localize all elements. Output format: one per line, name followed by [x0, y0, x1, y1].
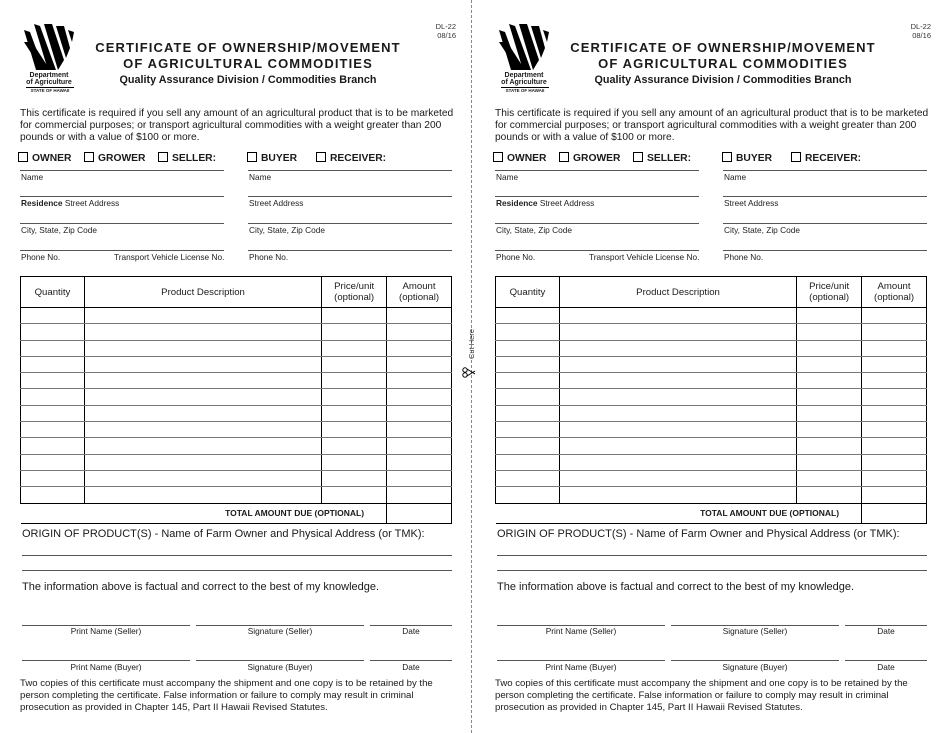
seller-city-label: City, State, Zip Code [496, 225, 572, 235]
seller-name-label: Name [496, 172, 519, 182]
description-cell[interactable] [84, 389, 321, 405]
quantity-cell[interactable] [496, 324, 560, 340]
cut-here-label: Cut Here [467, 328, 476, 359]
quantity-cell[interactable] [496, 470, 560, 486]
product-row [21, 487, 452, 503]
seller-checkbox[interactable] [158, 152, 168, 162]
seller-print-label: Print Name (Seller) [545, 626, 617, 636]
quantity-cell[interactable] [21, 487, 85, 503]
quantity-cell[interactable] [496, 422, 560, 438]
amount-cell[interactable] [862, 356, 927, 372]
seller-phone-label: Phone No. [21, 252, 61, 262]
buyer-date-line[interactable] [370, 660, 452, 661]
buyer-phone-line[interactable] [723, 250, 927, 251]
amount-header-line1: Amount [402, 281, 436, 292]
receiver-option[interactable] [791, 152, 861, 164]
seller-phone-line[interactable] [20, 250, 224, 251]
license-label: Transport Vehicle License No. [589, 252, 700, 262]
seller-print-label: Print Name (Seller) [70, 626, 142, 636]
form-title [553, 40, 893, 72]
price-cell[interactable] [322, 308, 387, 324]
quantity-cell[interactable] [496, 389, 560, 405]
amount-header-line1: Amount [877, 281, 911, 292]
street-label: Street Address [62, 198, 120, 208]
price-header [797, 277, 862, 308]
product-row [21, 454, 452, 470]
product-row [496, 324, 927, 340]
agriculture-logo-icon [497, 22, 551, 72]
owner-option[interactable] [18, 152, 71, 164]
seller-phone-line[interactable] [495, 250, 699, 251]
seller-label: SELLER: [172, 153, 217, 164]
total-amount-cell[interactable] [387, 503, 452, 523]
product-row [21, 308, 452, 324]
price-header-line2: (optional) [334, 292, 375, 303]
seller-street-label [21, 198, 119, 208]
seller-phone-label: Phone No. [496, 252, 536, 262]
amount-header-line2: (optional) [874, 292, 915, 303]
amount-cell[interactable] [387, 373, 452, 389]
buyer-street-line[interactable] [248, 196, 452, 197]
price-cell[interactable] [322, 324, 387, 340]
product-table [495, 276, 927, 524]
price-cell[interactable] [797, 470, 862, 486]
receiver-label: RECEIVER: [330, 153, 387, 164]
origin-line-2[interactable] [497, 570, 927, 571]
form-code: DL-22 [910, 22, 931, 31]
title-line1: CERTIFICATE OF OWNERSHIP/MOVEMENT [95, 40, 401, 55]
quantity-header: Quantity [21, 277, 85, 308]
seller-signature-label: Signature (Seller) [722, 626, 788, 636]
description-cell[interactable] [559, 422, 796, 438]
product-row [21, 373, 452, 389]
quantity-cell[interactable] [21, 324, 85, 340]
grower-label: GROWER [573, 153, 621, 164]
owner-label: OWNER [507, 153, 547, 164]
buyer-name-label: Name [249, 172, 272, 182]
price-cell[interactable] [322, 389, 387, 405]
description-cell[interactable] [559, 356, 796, 372]
price-cell[interactable] [797, 422, 862, 438]
buyer-city-line[interactable] [723, 223, 927, 224]
product-row [496, 454, 927, 470]
description-cell[interactable] [559, 454, 796, 470]
description-cell[interactable] [559, 373, 796, 389]
description-header: Product Description [559, 277, 796, 308]
price-header-line1: Price/unit [334, 281, 375, 292]
buyer-phone-label: Phone No. [249, 252, 289, 262]
price-cell[interactable] [797, 389, 862, 405]
product-row [496, 470, 927, 486]
footer-notice: Two copies of this certificate must accompany the shipment and one copy is to be retained by the person completing the certificate. False information or failure to comply may result in criminal prosecution as provided in Chapter 145, Part II Hawaii Revised Statutes. [20, 678, 433, 713]
amount-cell[interactable] [862, 340, 927, 356]
price-cell[interactable] [322, 470, 387, 486]
amount-cell[interactable] [387, 356, 452, 372]
description-cell[interactable] [84, 487, 321, 503]
seller-checkbox[interactable] [633, 152, 643, 162]
quantity-cell[interactable] [496, 308, 560, 324]
description-cell[interactable] [559, 340, 796, 356]
amount-cell[interactable] [862, 487, 927, 503]
amount-cell[interactable] [862, 389, 927, 405]
price-cell[interactable] [797, 308, 862, 324]
product-row [496, 422, 927, 438]
title-line2: OF AGRICULTURAL COMMODITIES [598, 56, 848, 71]
buyer-checkbox[interactable] [247, 152, 257, 162]
form-date: 08/16 [437, 31, 456, 40]
description-cell[interactable] [84, 470, 321, 486]
license-label: Transport Vehicle License No. [114, 252, 225, 262]
owner-checkbox[interactable] [18, 152, 28, 162]
owner-label: OWNER [32, 153, 72, 164]
price-cell[interactable] [797, 356, 862, 372]
amount-cell[interactable] [387, 405, 452, 421]
product-row [496, 487, 927, 503]
amount-cell[interactable] [387, 422, 452, 438]
product-row [496, 356, 927, 372]
seller-street-label [496, 198, 594, 208]
origin-label: ORIGIN OF PRODUCT(S) - Name of Farm Owner and Physical Address (or TMK): [22, 528, 425, 540]
product-row [496, 405, 927, 421]
amount-cell[interactable] [862, 438, 927, 454]
logo-line1: Department [29, 72, 69, 79]
amount-cell[interactable] [862, 373, 927, 389]
quantity-cell[interactable] [21, 389, 85, 405]
agriculture-logo-icon [22, 22, 76, 72]
quantity-cell[interactable] [21, 340, 85, 356]
description-cell[interactable] [84, 454, 321, 470]
buyer-option[interactable] [247, 152, 297, 164]
grower-option[interactable] [559, 152, 620, 164]
origin-line-2[interactable] [22, 570, 452, 571]
buyer-street-label: Street Address [249, 198, 304, 208]
description-header: Product Description [84, 277, 321, 308]
quantity-cell[interactable] [496, 438, 560, 454]
buyer-phone-label: Phone No. [724, 252, 764, 262]
logo-line3: STATE OF HAWAII [26, 87, 74, 94]
amount-cell[interactable] [862, 422, 927, 438]
form-date: 08/16 [912, 31, 931, 40]
grower-checkbox[interactable] [84, 152, 94, 162]
description-cell[interactable] [84, 308, 321, 324]
seller-option[interactable] [633, 152, 691, 164]
price-header-line1: Price/unit [809, 281, 850, 292]
amount-cell[interactable] [862, 454, 927, 470]
total-row [21, 503, 452, 523]
seller-name-label: Name [21, 172, 44, 182]
price-header [322, 277, 387, 308]
product-row [496, 438, 927, 454]
street-label: Street Address [537, 198, 595, 208]
amount-cell[interactable] [387, 438, 452, 454]
quantity-cell[interactable] [21, 470, 85, 486]
seller-street-line[interactable] [495, 196, 699, 197]
amount-cell[interactable] [387, 324, 452, 340]
scissors-icon [461, 325, 481, 380]
buyer-street-label: Street Address [724, 198, 779, 208]
grower-option[interactable] [84, 152, 145, 164]
amount-cell[interactable] [862, 470, 927, 486]
logo-line2: of Agriculture [26, 79, 72, 86]
buyer-print-label: Print Name (Buyer) [545, 662, 617, 672]
description-cell[interactable] [559, 470, 796, 486]
department-logo [22, 22, 78, 100]
form-subtitle: Quality Assurance Division / Commodities Branch [594, 74, 852, 86]
certificate-copy-right [493, 0, 933, 733]
description-cell[interactable] [559, 308, 796, 324]
logo-line3: STATE OF HAWAII [501, 87, 549, 94]
total-label: TOTAL AMOUNT DUE (OPTIONAL) [496, 503, 862, 523]
buyer-print-line[interactable] [22, 660, 190, 661]
buyer-city-label: City, State, Zip Code [249, 225, 325, 235]
product-row [496, 340, 927, 356]
department-logo [497, 22, 553, 100]
price-cell[interactable] [322, 356, 387, 372]
buyer-name-line[interactable] [723, 170, 927, 171]
amount-cell[interactable] [862, 324, 927, 340]
amount-header [862, 277, 927, 308]
product-row [21, 422, 452, 438]
footer-notice: Two copies of this certificate must accompany the shipment and one copy is to be retained by the person completing the certificate. False information or failure to comply may result in criminal prosecution as provided in Chapter 145, Part II Hawaii Revised Statutes. [495, 678, 908, 713]
price-cell[interactable] [797, 373, 862, 389]
buyer-label: BUYER [261, 153, 298, 164]
price-cell[interactable] [797, 487, 862, 503]
description-cell[interactable] [84, 438, 321, 454]
buyer-print-line[interactable] [497, 660, 665, 661]
product-row [21, 470, 452, 486]
description-cell[interactable] [559, 487, 796, 503]
product-row [496, 389, 927, 405]
price-cell[interactable] [797, 454, 862, 470]
description-cell[interactable] [84, 340, 321, 356]
product-row [496, 308, 927, 324]
price-cell[interactable] [322, 487, 387, 503]
total-row [496, 503, 927, 523]
intro-text: This certificate is required if you sell any amount of an agricultural product that is to be marketed for commercial purposes; or transport agricultural commodities with a weight greater than 200 pounds or with a value of $100 or more. [20, 108, 454, 143]
seller-date-label: Date [877, 626, 895, 636]
price-cell[interactable] [322, 340, 387, 356]
amount-cell[interactable] [387, 308, 452, 324]
product-row [21, 356, 452, 372]
certificate-copy-left [18, 0, 458, 733]
price-cell[interactable] [322, 405, 387, 421]
title-line1: CERTIFICATE OF OWNERSHIP/MOVEMENT [570, 40, 876, 55]
description-cell[interactable] [559, 405, 796, 421]
buyer-name-label: Name [724, 172, 747, 182]
description-cell[interactable] [559, 438, 796, 454]
buyer-signature-label: Signature (Buyer) [247, 662, 313, 672]
buyer-signature-label: Signature (Buyer) [722, 662, 788, 672]
receiver-option[interactable] [316, 152, 386, 164]
quantity-cell[interactable] [496, 487, 560, 503]
product-row [21, 438, 452, 454]
form-number [911, 22, 931, 40]
product-row [496, 373, 927, 389]
product-row [21, 324, 452, 340]
price-cell[interactable] [322, 422, 387, 438]
buyer-street-line[interactable] [723, 196, 927, 197]
form-code: DL-22 [435, 22, 456, 31]
description-cell[interactable] [559, 324, 796, 340]
price-header-line2: (optional) [809, 292, 850, 303]
grower-checkbox[interactable] [559, 152, 569, 162]
amount-cell[interactable] [387, 389, 452, 405]
buyer-checkbox[interactable] [722, 152, 732, 162]
owner-option[interactable] [493, 152, 546, 164]
buyer-signature-line[interactable] [196, 660, 364, 661]
total-label: TOTAL AMOUNT DUE (OPTIONAL) [21, 503, 387, 523]
buyer-label: BUYER [736, 153, 773, 164]
description-cell[interactable] [84, 373, 321, 389]
price-cell[interactable] [322, 454, 387, 470]
description-cell[interactable] [84, 422, 321, 438]
product-table [20, 276, 452, 524]
quantity-cell[interactable] [21, 438, 85, 454]
quantity-cell[interactable] [496, 356, 560, 372]
amount-cell[interactable] [387, 454, 452, 470]
buyer-city-label: City, State, Zip Code [724, 225, 800, 235]
amount-header-line2: (optional) [399, 292, 440, 303]
cut-here-marker [461, 325, 481, 380]
residence-label: Residence [21, 198, 63, 208]
price-cell[interactable] [797, 340, 862, 356]
seller-city-line[interactable] [20, 223, 224, 224]
buyer-option[interactable] [722, 152, 772, 164]
seller-name-line[interactable] [495, 170, 699, 171]
quantity-cell[interactable] [496, 454, 560, 470]
quantity-cell[interactable] [21, 422, 85, 438]
product-row [21, 405, 452, 421]
price-cell[interactable] [797, 324, 862, 340]
amount-cell[interactable] [862, 405, 927, 421]
origin-label: ORIGIN OF PRODUCT(S) - Name of Farm Owner and Physical Address (or TMK): [497, 528, 900, 540]
seller-date-label: Date [402, 626, 420, 636]
amount-cell[interactable] [387, 487, 452, 503]
seller-signature-label: Signature (Seller) [247, 626, 313, 636]
buyer-phone-line[interactable] [248, 250, 452, 251]
buyer-date-label: Date [877, 662, 895, 672]
seller-option[interactable] [158, 152, 216, 164]
form-subtitle: Quality Assurance Division / Commodities Branch [119, 74, 377, 86]
amount-cell[interactable] [862, 308, 927, 324]
quantity-cell[interactable] [21, 356, 85, 372]
product-row [21, 340, 452, 356]
price-cell[interactable] [322, 373, 387, 389]
origin-line-1[interactable] [497, 555, 927, 556]
receiver-checkbox[interactable] [316, 152, 326, 162]
seller-name-line[interactable] [20, 170, 224, 171]
seller-label: SELLER: [647, 153, 692, 164]
form-title [78, 40, 418, 72]
quantity-cell[interactable] [496, 340, 560, 356]
buyer-date-label: Date [402, 662, 420, 672]
title-line2: OF AGRICULTURAL COMMODITIES [123, 56, 373, 71]
attestation-text: The information above is factual and correct to the best of my knowledge. [22, 581, 380, 593]
quantity-cell[interactable] [21, 373, 85, 389]
amount-cell[interactable] [387, 470, 452, 486]
buyer-city-line[interactable] [248, 223, 452, 224]
quantity-cell[interactable] [21, 405, 85, 421]
receiver-label: RECEIVER: [805, 153, 862, 164]
quantity-cell[interactable] [21, 454, 85, 470]
buyer-date-line[interactable] [845, 660, 927, 661]
quantity-cell[interactable] [496, 373, 560, 389]
quantity-cell[interactable] [21, 308, 85, 324]
owner-checkbox[interactable] [493, 152, 503, 162]
price-cell[interactable] [322, 438, 387, 454]
description-cell[interactable] [84, 324, 321, 340]
grower-label: GROWER [98, 153, 146, 164]
description-cell[interactable] [84, 356, 321, 372]
total-amount-cell[interactable] [862, 503, 927, 523]
description-cell[interactable] [84, 405, 321, 421]
logo-line1: Department [504, 72, 544, 79]
amount-header [387, 277, 452, 308]
origin-line-1[interactable] [22, 555, 452, 556]
form-number [436, 22, 456, 40]
quantity-cell[interactable] [496, 405, 560, 421]
description-cell[interactable] [559, 389, 796, 405]
logo-line2: of Agriculture [501, 79, 547, 86]
buyer-print-label: Print Name (Buyer) [70, 662, 142, 672]
price-cell[interactable] [797, 405, 862, 421]
amount-cell[interactable] [387, 340, 452, 356]
buyer-name-line[interactable] [248, 170, 452, 171]
quantity-header: Quantity [496, 277, 560, 308]
attestation-text: The information above is factual and correct to the best of my knowledge. [497, 581, 855, 593]
product-row [21, 389, 452, 405]
seller-city-line[interactable] [495, 223, 699, 224]
residence-label: Residence [496, 198, 538, 208]
receiver-checkbox[interactable] [791, 152, 801, 162]
seller-street-line[interactable] [20, 196, 224, 197]
price-cell[interactable] [797, 438, 862, 454]
seller-city-label: City, State, Zip Code [21, 225, 97, 235]
intro-text: This certificate is required if you sell any amount of an agricultural product that is to be marketed for commercial purposes; or transport agricultural commodities with a weight greater than 200 pounds or with a value of $100 or more. [495, 108, 929, 143]
buyer-signature-line[interactable] [671, 660, 839, 661]
